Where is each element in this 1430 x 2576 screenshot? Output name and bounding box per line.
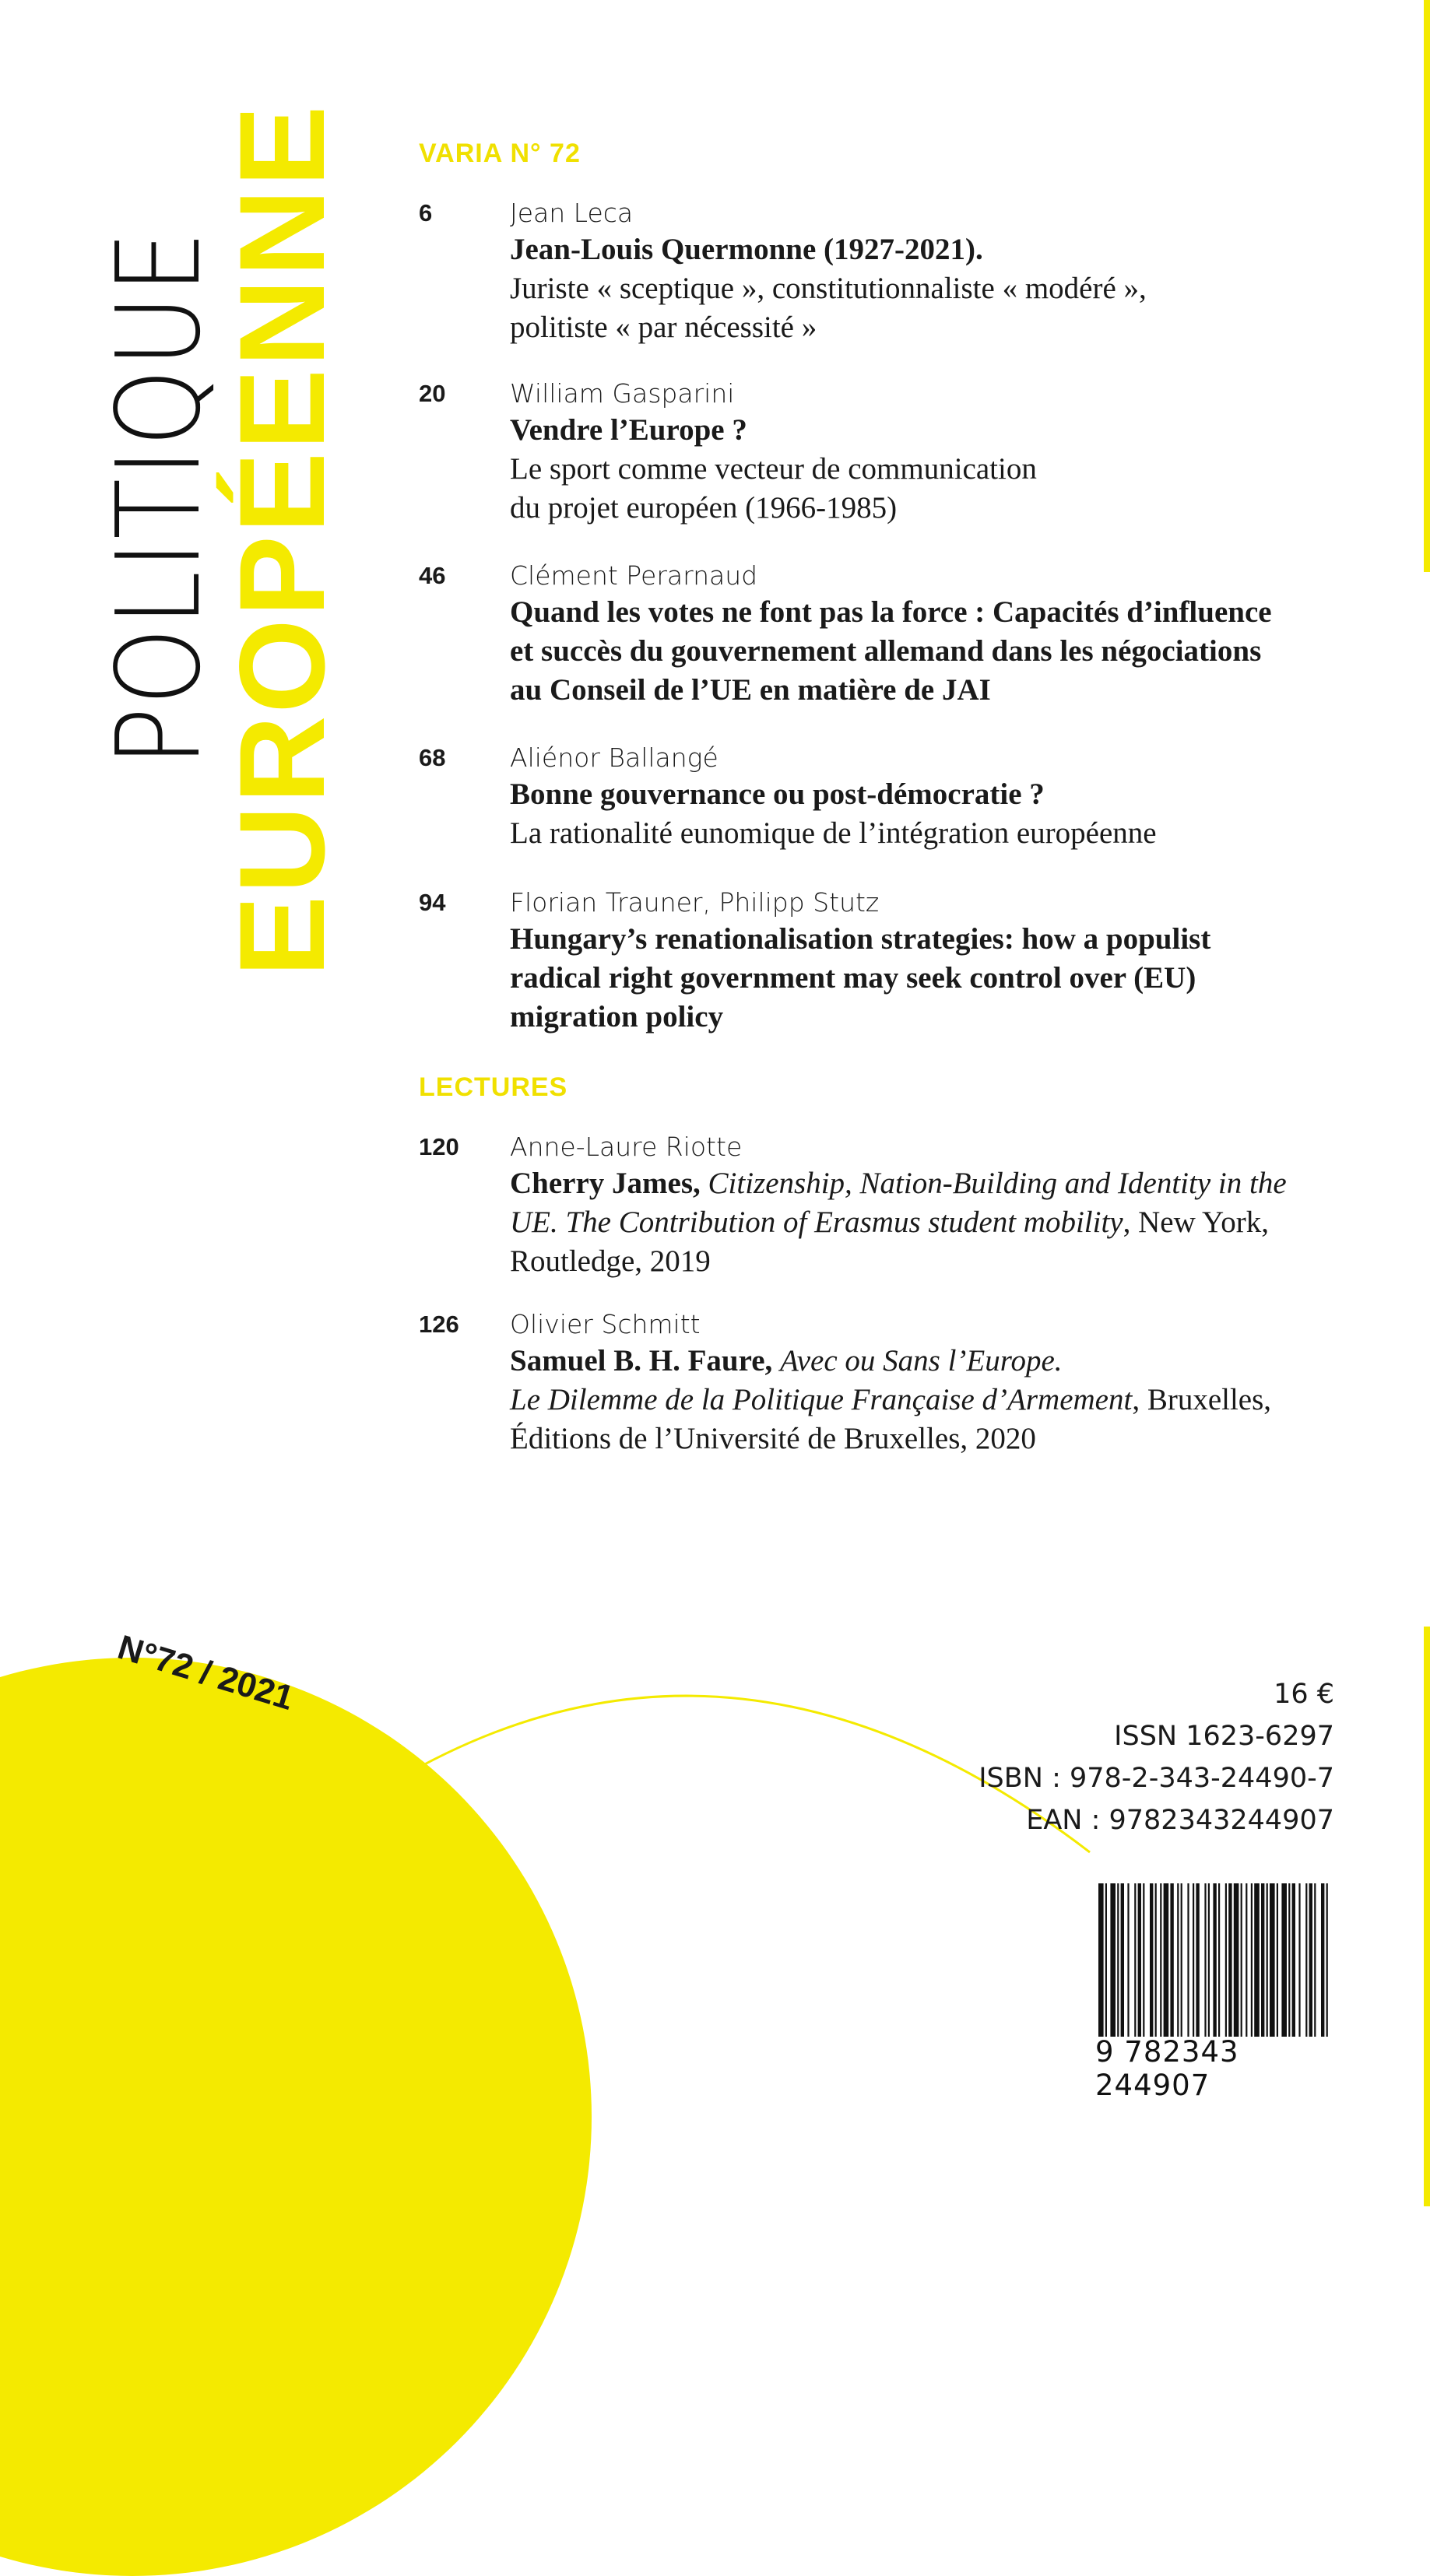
toc-entry — [419, 196, 1384, 347]
toc-entry — [419, 377, 1384, 528]
barcode-bar — [1196, 1883, 1199, 2037]
barcode-bar — [1164, 1883, 1169, 2037]
toc-entry — [419, 559, 1384, 710]
article-title: Quand les votes ne font pas la force : Capacités d’influence — [510, 595, 1272, 629]
reviewed-title: UE. The Contribution of Erasmus student mobility — [510, 1206, 1123, 1239]
review-reference-line — [510, 1203, 1384, 1242]
barcode-bar — [1127, 1883, 1129, 2037]
article-subtitle: La rationalité eunomique de l’intégration européenne — [510, 816, 1157, 850]
article-subtitle: Juriste « sceptique », constitutionnaliste « modéré », — [510, 272, 1147, 305]
article-title: radical right government may seek control over (EU) — [510, 961, 1196, 995]
article-title: migration policy — [510, 1000, 724, 1034]
issn-number: ISSN 1623-6297 — [1114, 1721, 1334, 1752]
review-reference-line — [510, 1342, 1384, 1381]
ean-number: EAN : 9782343244907 — [1026, 1805, 1334, 1836]
barcode-bar — [1187, 1883, 1189, 2037]
author-name: Clément Perarnaud — [510, 560, 758, 591]
price-identifiers — [979, 1673, 1334, 1841]
barcode-bar — [1251, 1883, 1253, 2037]
issue-number-stamp: N°72 / 2021 — [113, 1628, 298, 1718]
edge-mark-top — [1424, 0, 1430, 572]
article-title: et succès du gouvernement allemand dans les négociations — [510, 634, 1262, 668]
article-subtitle: Le sport comme vecteur de communication — [510, 452, 1037, 486]
barcode-bar — [1228, 1883, 1231, 2037]
barcode-bar — [1138, 1883, 1141, 2037]
barcode-bar — [1204, 1883, 1206, 2037]
barcode-bar — [1181, 1883, 1182, 2037]
author-name: William Gasparini — [510, 378, 735, 409]
author-name: Anne-Laure Riotte — [510, 1132, 743, 1162]
barcode-bar — [1121, 1883, 1124, 2037]
article-title: Hungary’s renationalisation strategies: how a populist — [510, 922, 1211, 956]
barcode-bar — [1170, 1883, 1173, 2037]
review-entry — [419, 1130, 1384, 1281]
page-number: 68 — [419, 744, 446, 771]
barcode-bar — [1234, 1883, 1239, 2037]
author-name: Florian Trauner, Philipp Stutz — [510, 887, 880, 918]
article-title: Jean-Louis Quermonne (1927-2021). — [510, 233, 983, 266]
barcode-bar — [1225, 1883, 1227, 2037]
isbn-number: ISBN : 978-2-343-24490-7 — [979, 1763, 1334, 1794]
section-label-varia: VARIA N° 72 — [419, 139, 581, 168]
barcode-bar — [1246, 1883, 1247, 2037]
article-subtitle: politiste « par nécessité » — [510, 311, 817, 344]
reviewed-author: Cherry James, — [510, 1167, 701, 1200]
barcode — [1095, 1883, 1334, 2037]
edge-mark-bottom — [1424, 1627, 1430, 2206]
review-entry — [419, 1307, 1384, 1458]
barcode-bar — [1110, 1883, 1116, 2037]
review-reference-line — [510, 1164, 1384, 1203]
review-reference-line — [510, 1381, 1384, 1420]
barcode-bar — [1117, 1883, 1119, 2037]
barcode-bar — [1150, 1883, 1153, 2037]
page-number: 20 — [419, 380, 446, 407]
barcode-bar — [1105, 1883, 1107, 2037]
page-number: 94 — [419, 889, 446, 916]
publisher-text: , Bruxelles, — [1132, 1383, 1272, 1416]
page-number: 6 — [419, 199, 433, 226]
barcode-bar — [1326, 1883, 1328, 2037]
barcode-bar — [1288, 1883, 1290, 2037]
section-label-lectures: LECTURES — [419, 1072, 568, 1102]
yellow-circle-shape — [0, 1658, 592, 2576]
barcode-bar — [1309, 1883, 1312, 2037]
barcode-bar — [1155, 1883, 1157, 2037]
reviewed-title: Le Dilemme de la Politique Française d’Armement — [510, 1383, 1133, 1416]
barcode-bar — [1213, 1883, 1216, 2037]
barcode-bar — [1270, 1883, 1275, 2037]
price: 16 € — [1274, 1679, 1334, 1710]
barcode-bar — [1143, 1883, 1144, 2037]
barcode-bar — [1305, 1883, 1307, 2037]
page-number: 126 — [419, 1311, 459, 1338]
author-name: Aliénor Ballangé — [510, 742, 719, 773]
barcode-bar — [1160, 1883, 1161, 2037]
barcode-digits: 9 782343 244907 — [1095, 2035, 1239, 2102]
toc-entry — [419, 886, 1384, 1037]
barcode-bars — [1095, 1883, 1334, 2037]
review-reference-line: Éditions de l’Université de Bruxelles, 2020 — [510, 1422, 1036, 1455]
toc-entry — [419, 741, 1384, 853]
page-number: 120 — [419, 1133, 459, 1160]
page-number: 46 — [419, 562, 446, 589]
masthead-europeenne: EUROPÉENNE — [215, 103, 350, 977]
barcode-bar — [1298, 1883, 1300, 2037]
article-title: au Conseil de l’UE en matière de JAI — [510, 673, 991, 707]
barcode-bar — [1193, 1883, 1194, 2037]
barcode-bar — [1314, 1883, 1316, 2037]
review-reference-line: Routledge, 2019 — [510, 1244, 711, 1278]
reviewed-title: Citizenship, Nation-Building and Identity in the — [708, 1167, 1287, 1200]
barcode-bar — [1267, 1883, 1268, 2037]
barcode-bar — [1134, 1883, 1136, 2037]
barcode-bar — [1292, 1883, 1295, 2037]
barcode-bar — [1098, 1883, 1104, 2037]
article-title: Vendre l’Europe ? — [510, 413, 747, 447]
barcode-bar — [1281, 1883, 1287, 2037]
masthead-politique: POLITIQUE — [92, 230, 226, 767]
publisher-text: , New York, — [1123, 1206, 1270, 1239]
barcode-bar — [1218, 1883, 1220, 2037]
reviewed-title: Avec ou Sans l’Europe. — [780, 1344, 1063, 1377]
reviewed-author: Samuel B. H. Faure, — [510, 1344, 773, 1377]
barcode-bar — [1321, 1883, 1324, 2037]
author-name: Jean Leca — [510, 198, 634, 228]
barcode-bar — [1177, 1883, 1179, 2037]
article-subtitle: du projet européen (1966-1985) — [510, 491, 898, 525]
author-name: Olivier Schmitt — [510, 1309, 701, 1339]
barcode-bar — [1254, 1883, 1260, 2037]
barcode-bar — [1261, 1883, 1264, 2037]
barcode-bar — [1208, 1883, 1210, 2037]
barcode-bar — [1277, 1883, 1278, 2037]
barcode-bar — [1241, 1883, 1242, 2037]
article-title: Bonne gouvernance ou post-démocratie ? — [510, 777, 1045, 811]
